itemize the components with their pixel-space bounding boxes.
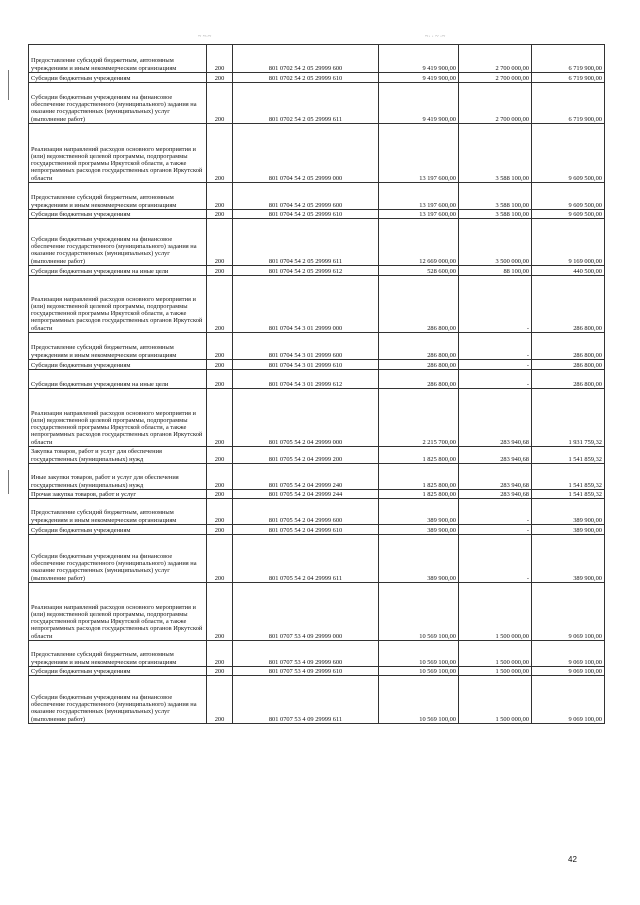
cell-col1: 1 825 800,00: [379, 490, 459, 499]
cell-col3: 6 719 900,00: [532, 45, 605, 73]
page-number: 42: [568, 855, 577, 864]
cell-code: 200: [207, 389, 233, 447]
cell-code: 200: [207, 641, 233, 667]
cell-kbk: 801 0702 54 2 05 29999 611: [233, 83, 379, 124]
cell-kbk: 801 0704 54 3 01 29999 000: [233, 276, 379, 333]
cell-col1: 13 197 600,00: [379, 124, 459, 183]
cell-kbk: 801 0705 54 2 04 29999 611: [233, 535, 379, 583]
cell-col3: 9 609 500,00: [532, 210, 605, 219]
cell-code: 200: [207, 447, 233, 464]
cell-col3: 9 069 100,00: [532, 583, 605, 641]
table-row: [29, 535, 605, 583]
cell-col2: -: [459, 360, 532, 370]
cell-col3: 286 800,00: [532, 370, 605, 389]
cell-name: Реализация направлений расходов основного мероприятия и (или) ведомственной целевой программы, подпрограммы государственной программы Иркутской области, а также непрограммных расходов государственных органов Иркутской области: [29, 124, 207, 183]
cell-col2: -: [459, 370, 532, 389]
cell-col3: 6 719 900,00: [532, 73, 605, 83]
cell-col2: -: [459, 499, 532, 525]
cell-code: 200: [207, 360, 233, 370]
cell-kbk: 801 0704 54 2 05 29999 612: [233, 266, 379, 276]
cell-col1: 389 900,00: [379, 525, 459, 535]
cell-col2: 1 500 000,00: [459, 676, 532, 724]
table-row: [29, 464, 605, 490]
cell-col1: 9 419 900,00: [379, 73, 459, 83]
cell-kbk: 801 0705 54 2 04 29999 000: [233, 389, 379, 447]
table-row: [29, 266, 605, 276]
cell-col2: 88 100,00: [459, 266, 532, 276]
cell-name: Субсидии бюджетным учреждениям: [29, 525, 207, 535]
cell-col3: 9 169 000,00: [532, 219, 605, 266]
cell-name: Предоставление субсидий бюджетным, автономным учреждениям и иным некоммерческим организациям: [29, 45, 207, 73]
cell-code: 200: [207, 210, 233, 219]
cell-col2: 3 500 000,00: [459, 219, 532, 266]
cell-name: Субсидии бюджетным учреждениям на финансовое обеспечение государственного (муниципального) задания на оказание государственных (муниципальных) услуг (выполнение работ): [29, 83, 207, 124]
cell-col3: 9 609 500,00: [532, 183, 605, 210]
table-row: [29, 389, 605, 447]
cell-col2: -: [459, 525, 532, 535]
budget-table-body: [29, 45, 605, 724]
table-row: [29, 83, 605, 124]
cell-name: Субсидии бюджетным учреждениям на финансовое обеспечение государственного (муниципального) задания на оказание государственных (муниципальных) услуг (выполнение работ): [29, 535, 207, 583]
cell-col3: 286 800,00: [532, 360, 605, 370]
cell-name: Субсидии бюджетным учреждениям: [29, 210, 207, 219]
cell-code: 200: [207, 73, 233, 83]
cell-code: 200: [207, 276, 233, 333]
cell-col1: 12 669 000,00: [379, 219, 459, 266]
cell-kbk: 801 0705 54 2 04 29999 200: [233, 447, 379, 464]
cell-col2: 3 588 100,00: [459, 210, 532, 219]
cell-name: Иные закупки товаров, работ и услуг для обеспечения государственных (муниципальных) нужд: [29, 464, 207, 490]
cell-col3: 389 900,00: [532, 499, 605, 525]
table-row: [29, 276, 605, 333]
table-row: [29, 370, 605, 389]
table-row: [29, 525, 605, 535]
cell-col2: -: [459, 333, 532, 360]
cell-name: Прочая закупка товаров, работ и услуг: [29, 490, 207, 499]
cell-kbk: 801 0704 54 2 05 29999 000: [233, 124, 379, 183]
cell-code: 200: [207, 490, 233, 499]
table-row: [29, 490, 605, 499]
cell-col1: 1 825 800,00: [379, 464, 459, 490]
cell-code: 200: [207, 124, 233, 183]
cell-code: 200: [207, 535, 233, 583]
cell-col1: 10 569 100,00: [379, 676, 459, 724]
cell-col2: 1 500 000,00: [459, 667, 532, 676]
binding-mark: [8, 470, 9, 494]
cell-col1: 13 197 600,00: [379, 210, 459, 219]
cell-kbk: 801 0704 54 2 05 29999 610: [233, 210, 379, 219]
binding-mark: [8, 70, 9, 100]
cell-kbk: 801 0705 54 2 04 29999 240: [233, 464, 379, 490]
cell-kbk: 801 0705 54 2 04 29999 610: [233, 525, 379, 535]
table-row: [29, 45, 605, 73]
cell-name: Субсидии бюджетным учреждениям: [29, 73, 207, 83]
cell-code: 200: [207, 83, 233, 124]
cell-col1: 10 569 100,00: [379, 641, 459, 667]
cell-code: 200: [207, 583, 233, 641]
scan-artifact-right: ~· · ~ ·~: [425, 34, 446, 40]
cell-kbk: 801 0707 53 4 09 29999 600: [233, 641, 379, 667]
table-row: [29, 210, 605, 219]
cell-col1: 286 800,00: [379, 276, 459, 333]
cell-col3: 9 069 100,00: [532, 676, 605, 724]
table-row: [29, 641, 605, 667]
cell-name: Реализация направлений расходов основного мероприятия и (или) ведомственной целевой программы, подпрограммы государственной программы Иркутской области, а также непрограммных расходов государственных органов Иркутской области: [29, 389, 207, 447]
table-row: [29, 333, 605, 360]
cell-kbk: 801 0704 54 2 05 29999 600: [233, 183, 379, 210]
cell-col2: 2 700 000,00: [459, 83, 532, 124]
cell-code: 200: [207, 333, 233, 360]
table-row: [29, 73, 605, 83]
cell-name: Предоставление субсидий бюджетным, автономным учреждениям и иным некоммерческим организациям: [29, 641, 207, 667]
cell-kbk: 801 0704 54 3 01 29999 610: [233, 360, 379, 370]
cell-col1: 286 800,00: [379, 333, 459, 360]
cell-name: Предоставление субсидий бюджетным, автономным учреждениям и иным некоммерческим организациям: [29, 183, 207, 210]
cell-code: 200: [207, 370, 233, 389]
cell-col2: 1 500 000,00: [459, 583, 532, 641]
cell-col1: 9 419 900,00: [379, 45, 459, 73]
cell-name: Субсидии бюджетным учреждениям на финансовое обеспечение государственного (муниципального) задания на оказание государственных (муниципальных) услуг (выполнение работ): [29, 676, 207, 724]
cell-kbk: 801 0705 54 2 04 29999 600: [233, 499, 379, 525]
cell-name: Реализация направлений расходов основного мероприятия и (или) ведомственной целевой программы, подпрограммы государственной программы Иркутской области, а также непрограммных расходов государственных органов Иркутской области: [29, 583, 207, 641]
cell-code: 200: [207, 525, 233, 535]
cell-kbk: 801 0707 53 4 09 29999 610: [233, 667, 379, 676]
cell-col1: 1 825 800,00: [379, 447, 459, 464]
cell-kbk: 801 0707 53 4 09 29999 611: [233, 676, 379, 724]
cell-name: Закупка товаров, работ и услуг для обеспечения государственных (муниципальных) нужд: [29, 447, 207, 464]
cell-name: Субсидии бюджетным учреждениям: [29, 360, 207, 370]
cell-col2: 283 940,68: [459, 389, 532, 447]
cell-kbk: 801 0707 53 4 09 29999 000: [233, 583, 379, 641]
cell-col3: 6 719 900,00: [532, 83, 605, 124]
cell-kbk: 801 0704 54 2 05 29999 611: [233, 219, 379, 266]
cell-code: 200: [207, 45, 233, 73]
cell-name: Предоставление субсидий бюджетным, автономным учреждениям и иным некоммерческим организациям: [29, 499, 207, 525]
cell-code: 200: [207, 676, 233, 724]
cell-code: 200: [207, 219, 233, 266]
cell-name: Субсидии бюджетным учреждениям на финансовое обеспечение государственного (муниципального) задания на оказание государственных (муниципальных) услуг (выполнение работ): [29, 219, 207, 266]
cell-col1: 528 600,00: [379, 266, 459, 276]
cell-kbk: 801 0705 54 2 04 29999 244: [233, 490, 379, 499]
cell-name: Субсидии бюджетным учреждениям: [29, 667, 207, 676]
cell-col1: 9 419 900,00: [379, 83, 459, 124]
cell-col3: 9 069 100,00: [532, 641, 605, 667]
cell-col2: 3 588 100,00: [459, 124, 532, 183]
budget-table: [28, 44, 605, 724]
cell-col3: 389 900,00: [532, 525, 605, 535]
cell-col3: 9 609 500,00: [532, 124, 605, 183]
cell-col1: 2 215 700,00: [379, 389, 459, 447]
cell-name: Реализация направлений расходов основного мероприятия и (или) ведомственной целевой программы, подпрограммы государственной программы Иркутской области, а также непрограммных расходов государственных органов Иркутской области: [29, 276, 207, 333]
table-row: [29, 499, 605, 525]
cell-col3: 1 541 859,32: [532, 447, 605, 464]
cell-col2: -: [459, 276, 532, 333]
cell-col3: 9 069 100,00: [532, 667, 605, 676]
cell-col1: 389 900,00: [379, 499, 459, 525]
table-row: [29, 183, 605, 210]
cell-col2: 283 940,68: [459, 464, 532, 490]
table-row: [29, 360, 605, 370]
cell-col1: 10 569 100,00: [379, 667, 459, 676]
scan-artifact-left: ~ ~·~: [198, 34, 212, 40]
table-row: [29, 583, 605, 641]
table-row: [29, 667, 605, 676]
cell-col3: 1 931 759,32: [532, 389, 605, 447]
table-row: [29, 124, 605, 183]
cell-code: 200: [207, 183, 233, 210]
cell-kbk: 801 0704 54 3 01 29999 600: [233, 333, 379, 360]
cell-col1: 286 800,00: [379, 360, 459, 370]
cell-col2: 283 940,68: [459, 490, 532, 499]
cell-col1: 13 197 600,00: [379, 183, 459, 210]
table-row: [29, 219, 605, 266]
cell-kbk: 801 0702 54 2 05 29999 610: [233, 73, 379, 83]
cell-col2: 2 700 000,00: [459, 73, 532, 83]
cell-col3: 286 800,00: [532, 276, 605, 333]
cell-name: Субсидии бюджетным учреждениям на иные цели: [29, 266, 207, 276]
cell-col1: 286 800,00: [379, 370, 459, 389]
cell-col3: 1 541 859,32: [532, 490, 605, 499]
cell-code: 200: [207, 266, 233, 276]
cell-col3: 389 900,00: [532, 535, 605, 583]
table-row: [29, 676, 605, 724]
cell-col3: 1 541 859,32: [532, 464, 605, 490]
cell-col2: 3 588 100,00: [459, 183, 532, 210]
cell-kbk: 801 0704 54 3 01 29999 612: [233, 370, 379, 389]
cell-col3: 440 500,00: [532, 266, 605, 276]
table-row: [29, 447, 605, 464]
cell-col1: 10 569 100,00: [379, 583, 459, 641]
cell-name: Субсидии бюджетным учреждениям на иные цели: [29, 370, 207, 389]
cell-col2: 1 500 000,00: [459, 641, 532, 667]
cell-name: Предоставление субсидий бюджетным, автономным учреждениям и иным некоммерческим организациям: [29, 333, 207, 360]
cell-col2: -: [459, 535, 532, 583]
cell-code: 200: [207, 667, 233, 676]
cell-col2: 2 700 000,00: [459, 45, 532, 73]
cell-code: 200: [207, 464, 233, 490]
cell-kbk: 801 0702 54 2 05 29999 600: [233, 45, 379, 73]
cell-col1: 389 900,00: [379, 535, 459, 583]
cell-col2: 283 940,68: [459, 447, 532, 464]
cell-col3: 286 800,00: [532, 333, 605, 360]
cell-code: 200: [207, 499, 233, 525]
